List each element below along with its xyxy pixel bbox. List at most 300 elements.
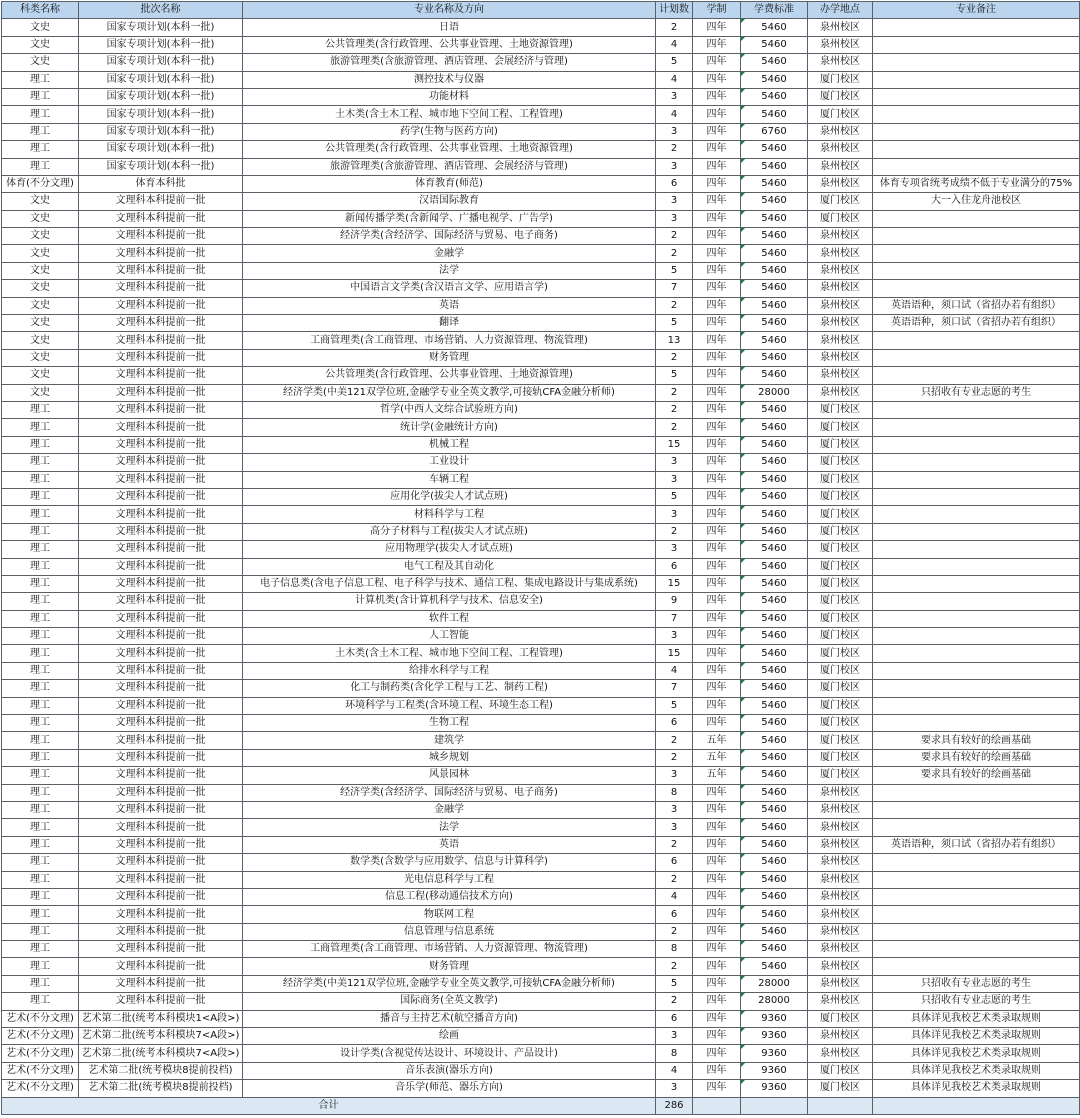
duration-cell: 五年 xyxy=(693,767,741,784)
quota-cell: 2 xyxy=(656,141,693,158)
table-row xyxy=(2,419,1080,436)
batch-cell: 文理科本科提前一批 xyxy=(79,836,243,853)
batch-cell: 文理科本科提前一批 xyxy=(79,801,243,818)
table-row xyxy=(2,210,1080,227)
tuition-cell: 5460 xyxy=(741,401,808,418)
duration-cell: 四年 xyxy=(693,210,741,227)
quota-cell: 2 xyxy=(656,245,693,262)
batch-cell: 艺术第二批(统考本科模块7<A段>) xyxy=(79,1028,243,1045)
category-cell: 理工 xyxy=(2,680,79,697)
remarks-cell xyxy=(873,801,1080,818)
batch-cell: 文理科本科提前一批 xyxy=(79,715,243,732)
quota-cell: 7 xyxy=(656,680,693,697)
tuition-cell: 5460 xyxy=(741,106,808,123)
table-row xyxy=(2,280,1080,297)
campus-cell: 厦门校区 xyxy=(808,732,873,749)
campus-cell: 泉州校区 xyxy=(808,367,873,384)
major-cell: 旅游管理类(含旅游管理、酒店管理、会展经济与管理) xyxy=(243,54,656,71)
campus-cell: 厦门校区 xyxy=(808,523,873,540)
table-row xyxy=(2,193,1080,210)
remarks-cell xyxy=(873,88,1080,105)
quota-cell: 3 xyxy=(656,123,693,140)
quota-cell: 5 xyxy=(656,315,693,332)
category-cell: 文史 xyxy=(2,384,79,401)
tuition-cell: 5460 xyxy=(741,436,808,453)
table-row xyxy=(2,645,1080,662)
category-cell: 艺术(不分文理) xyxy=(2,1045,79,1062)
batch-cell: 文理科本科提前一批 xyxy=(79,454,243,471)
remarks-cell: 具体详见我校艺术类录取规则 xyxy=(873,1010,1080,1027)
batch-cell: 文理科本科提前一批 xyxy=(79,645,243,662)
remarks-cell xyxy=(873,610,1080,627)
table-row xyxy=(2,871,1080,888)
category-cell: 文史 xyxy=(2,332,79,349)
table-row xyxy=(2,36,1080,53)
category-cell: 文史 xyxy=(2,228,79,245)
major-cell: 药学(生物与医药方向) xyxy=(243,123,656,140)
remarks-cell: 要求具有较好的绘画基础 xyxy=(873,767,1080,784)
quota-cell: 4 xyxy=(656,71,693,88)
remarks-cell xyxy=(873,854,1080,871)
batch-cell: 艺术第二批(统考本科模块7<A段>) xyxy=(79,1045,243,1062)
remarks-cell xyxy=(873,245,1080,262)
major-cell: 设计学类(含视觉传达设计、环境设计、产品设计) xyxy=(243,1045,656,1062)
major-cell: 法学 xyxy=(243,262,656,279)
campus-cell: 厦门校区 xyxy=(808,558,873,575)
duration-cell: 四年 xyxy=(693,645,741,662)
category-cell: 理工 xyxy=(2,697,79,714)
duration-cell: 四年 xyxy=(693,715,741,732)
category-cell: 文史 xyxy=(2,245,79,262)
major-cell: 经济学类(中美121双学位班,金融学专业全英文教学,可接轨CFA金融分析师) xyxy=(243,975,656,992)
table-row xyxy=(2,680,1080,697)
batch-cell: 文理科本科提前一批 xyxy=(79,315,243,332)
major-cell: 法学 xyxy=(243,819,656,836)
remarks-cell xyxy=(873,715,1080,732)
major-cell: 统计学(金融统计方向) xyxy=(243,419,656,436)
duration-cell: 四年 xyxy=(693,541,741,558)
category-cell: 理工 xyxy=(2,662,79,679)
batch-cell: 文理科本科提前一批 xyxy=(79,854,243,871)
batch-cell: 文理科本科提前一批 xyxy=(79,436,243,453)
campus-cell: 厦门校区 xyxy=(808,593,873,610)
tuition-cell: 5460 xyxy=(741,575,808,592)
table-row xyxy=(2,836,1080,853)
category-cell: 文史 xyxy=(2,315,79,332)
batch-cell: 文理科本科提前一批 xyxy=(79,749,243,766)
tuition-cell: 28000 xyxy=(741,384,808,401)
table-row xyxy=(2,19,1080,36)
quota-cell: 7 xyxy=(656,610,693,627)
remarks-cell xyxy=(873,523,1080,540)
tuition-cell: 5460 xyxy=(741,297,808,314)
quota-cell: 3 xyxy=(656,210,693,227)
tuition-cell: 5460 xyxy=(741,488,808,505)
category-cell: 文史 xyxy=(2,349,79,366)
duration-cell: 四年 xyxy=(693,941,741,958)
batch-cell: 文理科本科提前一批 xyxy=(79,993,243,1010)
batch-cell: 国家专项计划(本科一批) xyxy=(79,141,243,158)
duration-cell: 四年 xyxy=(693,36,741,53)
tuition-cell: 5460 xyxy=(741,332,808,349)
remarks-cell: 具体详见我校艺术类录取规则 xyxy=(873,1080,1080,1097)
category-cell: 体育(不分文理) xyxy=(2,175,79,192)
major-cell: 功能材料 xyxy=(243,88,656,105)
duration-cell: 四年 xyxy=(693,801,741,818)
quota-cell: 4 xyxy=(656,1062,693,1079)
total-count: 286 xyxy=(656,1097,693,1114)
batch-cell: 文理科本科提前一批 xyxy=(79,471,243,488)
table-row xyxy=(2,349,1080,366)
duration-cell: 四年 xyxy=(693,315,741,332)
duration-cell: 四年 xyxy=(693,88,741,105)
major-cell: 数学类(含数学与应用数学、信息与计算科学) xyxy=(243,854,656,871)
campus-cell: 厦门校区 xyxy=(808,610,873,627)
batch-cell: 国家专项计划(本科一批) xyxy=(79,106,243,123)
campus-cell: 泉州校区 xyxy=(808,975,873,992)
duration-cell: 四年 xyxy=(693,332,741,349)
campus-cell: 泉州校区 xyxy=(808,801,873,818)
batch-cell: 文理科本科提前一批 xyxy=(79,784,243,801)
major-cell: 绘画 xyxy=(243,1028,656,1045)
duration-cell: 四年 xyxy=(693,419,741,436)
tuition-cell: 9360 xyxy=(741,1080,808,1097)
batch-cell: 国家专项计划(本科一批) xyxy=(79,71,243,88)
quota-cell: 13 xyxy=(656,332,693,349)
duration-cell: 四年 xyxy=(693,662,741,679)
remarks-cell xyxy=(873,575,1080,592)
remarks-cell: 只招收有专业志愿的考生 xyxy=(873,975,1080,992)
quota-cell: 3 xyxy=(656,819,693,836)
category-cell: 文史 xyxy=(2,19,79,36)
major-cell: 公共管理类(含行政管理、公共事业管理、土地资源管理) xyxy=(243,141,656,158)
table-row xyxy=(2,610,1080,627)
duration-cell: 四年 xyxy=(693,1062,741,1079)
batch-cell: 国家专项计划(本科一批) xyxy=(79,88,243,105)
major-cell: 城乡规划 xyxy=(243,749,656,766)
batch-cell: 国家专项计划(本科一批) xyxy=(79,19,243,36)
category-cell: 理工 xyxy=(2,506,79,523)
category-cell: 理工 xyxy=(2,123,79,140)
batch-cell: 文理科本科提前一批 xyxy=(79,506,243,523)
quota-cell: 6 xyxy=(656,854,693,871)
remarks-cell xyxy=(873,280,1080,297)
campus-cell: 泉州校区 xyxy=(808,941,873,958)
batch-cell: 文理科本科提前一批 xyxy=(79,923,243,940)
remarks-cell: 英语语种，须口试（省招办若有组织） xyxy=(873,836,1080,853)
campus-cell: 厦门校区 xyxy=(808,680,873,697)
tuition-cell: 5460 xyxy=(741,732,808,749)
major-cell: 风景园林 xyxy=(243,767,656,784)
batch-cell: 国家专项计划(本科一批) xyxy=(79,123,243,140)
quota-cell: 8 xyxy=(656,784,693,801)
table-row xyxy=(2,123,1080,140)
category-cell: 理工 xyxy=(2,645,79,662)
category-cell: 文史 xyxy=(2,297,79,314)
remarks-cell: 具体详见我校艺术类录取规则 xyxy=(873,1045,1080,1062)
table-row xyxy=(2,697,1080,714)
campus-cell: 厦门校区 xyxy=(808,71,873,88)
major-cell: 播音与主持艺术(航空播音方向) xyxy=(243,1010,656,1027)
major-cell: 人工智能 xyxy=(243,628,656,645)
remarks-cell xyxy=(873,645,1080,662)
major-cell: 新闻传播学类(含新闻学、广播电视学、广告学) xyxy=(243,210,656,227)
category-cell: 理工 xyxy=(2,784,79,801)
duration-cell: 四年 xyxy=(693,854,741,871)
total-empty xyxy=(873,1097,1080,1114)
campus-cell: 泉州校区 xyxy=(808,871,873,888)
remarks-cell: 只招收有专业志愿的考生 xyxy=(873,993,1080,1010)
campus-cell: 厦门校区 xyxy=(808,575,873,592)
tuition-cell: 5460 xyxy=(741,228,808,245)
remarks-cell xyxy=(873,454,1080,471)
quota-cell: 5 xyxy=(656,975,693,992)
table-row xyxy=(2,106,1080,123)
table-row xyxy=(2,245,1080,262)
category-cell: 理工 xyxy=(2,941,79,958)
major-cell: 英语 xyxy=(243,297,656,314)
major-cell: 工业设计 xyxy=(243,454,656,471)
tuition-cell: 5460 xyxy=(741,680,808,697)
tuition-cell: 9360 xyxy=(741,1028,808,1045)
table-row xyxy=(2,941,1080,958)
campus-cell: 泉州校区 xyxy=(808,1045,873,1062)
tuition-cell: 5460 xyxy=(741,454,808,471)
category-cell: 理工 xyxy=(2,523,79,540)
duration-cell: 四年 xyxy=(693,975,741,992)
campus-cell: 厦门校区 xyxy=(808,193,873,210)
category-cell: 文史 xyxy=(2,280,79,297)
remarks-cell xyxy=(873,819,1080,836)
campus-cell: 厦门校区 xyxy=(808,488,873,505)
table-row xyxy=(2,506,1080,523)
batch-cell: 文理科本科提前一批 xyxy=(79,610,243,627)
batch-cell: 文理科本科提前一批 xyxy=(79,384,243,401)
major-cell: 光电信息科学与工程 xyxy=(243,871,656,888)
tuition-cell: 5460 xyxy=(741,941,808,958)
duration-cell: 四年 xyxy=(693,523,741,540)
major-cell: 日语 xyxy=(243,19,656,36)
category-cell: 理工 xyxy=(2,436,79,453)
tuition-cell: 5460 xyxy=(741,419,808,436)
remarks-cell xyxy=(873,541,1080,558)
batch-cell: 文理科本科提前一批 xyxy=(79,419,243,436)
tuition-cell: 5460 xyxy=(741,541,808,558)
remarks-cell xyxy=(873,871,1080,888)
quota-cell: 8 xyxy=(656,941,693,958)
quota-cell: 6 xyxy=(656,558,693,575)
batch-cell: 文理科本科提前一批 xyxy=(79,558,243,575)
quota-cell: 4 xyxy=(656,662,693,679)
campus-cell: 泉州校区 xyxy=(808,297,873,314)
duration-cell: 四年 xyxy=(693,506,741,523)
category-cell: 文史 xyxy=(2,36,79,53)
tuition-cell: 5460 xyxy=(741,523,808,540)
remarks-cell xyxy=(873,19,1080,36)
major-cell: 体育教育(师范) xyxy=(243,175,656,192)
tuition-cell: 5460 xyxy=(741,349,808,366)
major-cell: 生物工程 xyxy=(243,715,656,732)
quota-cell: 2 xyxy=(656,401,693,418)
quota-cell: 6 xyxy=(656,175,693,192)
duration-cell: 四年 xyxy=(693,471,741,488)
major-cell: 国际商务(全英文教学) xyxy=(243,993,656,1010)
header-duration: 学制 xyxy=(693,2,741,19)
category-cell: 文史 xyxy=(2,262,79,279)
tuition-cell: 5460 xyxy=(741,767,808,784)
major-cell: 经济学类(含经济学、国际经济与贸易、电子商务) xyxy=(243,228,656,245)
campus-cell: 厦门校区 xyxy=(808,106,873,123)
duration-cell: 四年 xyxy=(693,1045,741,1062)
quota-cell: 3 xyxy=(656,1080,693,1097)
remarks-cell: 英语语种，须口试（省招办若有组织） xyxy=(873,315,1080,332)
duration-cell: 四年 xyxy=(693,888,741,905)
major-cell: 车辆工程 xyxy=(243,471,656,488)
quota-cell: 4 xyxy=(656,36,693,53)
major-cell: 计算机类(含计算机科学与技术、信息安全) xyxy=(243,593,656,610)
campus-cell: 厦门校区 xyxy=(808,401,873,418)
batch-cell: 文理科本科提前一批 xyxy=(79,819,243,836)
batch-cell: 文理科本科提前一批 xyxy=(79,488,243,505)
quota-cell: 2 xyxy=(656,871,693,888)
quota-cell: 3 xyxy=(656,628,693,645)
major-cell: 物联网工程 xyxy=(243,906,656,923)
quota-cell: 15 xyxy=(656,645,693,662)
remarks-cell: 英语语种，须口试（省招办若有组织） xyxy=(873,297,1080,314)
batch-cell: 国家专项计划(本科一批) xyxy=(79,158,243,175)
table-row xyxy=(2,454,1080,471)
quota-cell: 3 xyxy=(656,506,693,523)
table-row xyxy=(2,141,1080,158)
category-cell: 理工 xyxy=(2,541,79,558)
table-row xyxy=(2,593,1080,610)
quota-cell: 3 xyxy=(656,88,693,105)
major-cell: 财务管理 xyxy=(243,958,656,975)
batch-cell: 文理科本科提前一批 xyxy=(79,575,243,592)
category-cell: 艺术(不分文理) xyxy=(2,1010,79,1027)
table-row xyxy=(2,888,1080,905)
quota-cell: 6 xyxy=(656,1010,693,1027)
table-row xyxy=(2,1080,1080,1097)
duration-cell: 四年 xyxy=(693,784,741,801)
batch-cell: 文理科本科提前一批 xyxy=(79,332,243,349)
table-row xyxy=(2,262,1080,279)
remarks-cell xyxy=(873,906,1080,923)
tuition-cell: 5460 xyxy=(741,175,808,192)
category-cell: 理工 xyxy=(2,975,79,992)
table-row xyxy=(2,662,1080,679)
quota-cell: 3 xyxy=(656,1028,693,1045)
table-row xyxy=(2,315,1080,332)
header-batch: 批次名称 xyxy=(79,2,243,19)
quota-cell: 3 xyxy=(656,767,693,784)
campus-cell: 泉州校区 xyxy=(808,228,873,245)
tuition-cell: 5460 xyxy=(741,210,808,227)
remarks-cell xyxy=(873,593,1080,610)
batch-cell: 艺术第二批(统考模块8提前投档) xyxy=(79,1062,243,1079)
duration-cell: 四年 xyxy=(693,575,741,592)
table-row xyxy=(2,71,1080,88)
duration-cell: 四年 xyxy=(693,71,741,88)
tuition-cell: 5460 xyxy=(741,958,808,975)
category-cell: 理工 xyxy=(2,854,79,871)
table-row xyxy=(2,628,1080,645)
major-cell: 音乐学(师范、器乐方向) xyxy=(243,1080,656,1097)
category-cell: 理工 xyxy=(2,732,79,749)
quota-cell: 5 xyxy=(656,697,693,714)
duration-cell: 四年 xyxy=(693,123,741,140)
campus-cell: 泉州校区 xyxy=(808,175,873,192)
tuition-cell: 5460 xyxy=(741,141,808,158)
duration-cell: 四年 xyxy=(693,158,741,175)
remarks-cell: 具体详见我校艺术类录取规则 xyxy=(873,1062,1080,1079)
major-cell: 给排水科学与工程 xyxy=(243,662,656,679)
remarks-cell xyxy=(873,923,1080,940)
quota-cell: 3 xyxy=(656,541,693,558)
duration-cell: 四年 xyxy=(693,280,741,297)
batch-cell: 文理科本科提前一批 xyxy=(79,871,243,888)
remarks-cell: 大一入住龙舟池校区 xyxy=(873,193,1080,210)
quota-cell: 5 xyxy=(656,262,693,279)
quota-cell: 4 xyxy=(656,888,693,905)
major-cell: 信息管理与信息系统 xyxy=(243,923,656,940)
remarks-cell xyxy=(873,158,1080,175)
category-cell: 文史 xyxy=(2,367,79,384)
major-cell: 电气工程及其自动化 xyxy=(243,558,656,575)
campus-cell: 泉州校区 xyxy=(808,19,873,36)
batch-cell: 文理科本科提前一批 xyxy=(79,941,243,958)
quota-cell: 2 xyxy=(656,19,693,36)
table-row xyxy=(2,401,1080,418)
duration-cell: 四年 xyxy=(693,401,741,418)
quota-cell: 2 xyxy=(656,349,693,366)
tuition-cell: 5460 xyxy=(741,471,808,488)
header-remarks: 专业备注 xyxy=(873,2,1080,19)
remarks-cell xyxy=(873,680,1080,697)
category-cell: 理工 xyxy=(2,871,79,888)
quota-cell: 2 xyxy=(656,523,693,540)
campus-cell: 泉州校区 xyxy=(808,1028,873,1045)
campus-cell: 厦门校区 xyxy=(808,715,873,732)
major-cell: 应用物理学(拔尖人才试点班) xyxy=(243,541,656,558)
table-row xyxy=(2,367,1080,384)
table-row xyxy=(2,1010,1080,1027)
table-row xyxy=(2,854,1080,871)
major-cell: 化工与制药类(含化学工程与工艺、制药工程) xyxy=(243,680,656,697)
major-cell: 旅游管理类(含旅游管理、酒店管理、会展经济与管理) xyxy=(243,158,656,175)
category-cell: 文史 xyxy=(2,193,79,210)
tuition-cell: 5460 xyxy=(741,888,808,905)
major-cell: 高分子材料与工程(拔尖人才试点班) xyxy=(243,523,656,540)
duration-cell: 四年 xyxy=(693,245,741,262)
category-cell: 艺术(不分文理) xyxy=(2,1080,79,1097)
tuition-cell: 5460 xyxy=(741,71,808,88)
batch-cell: 文理科本科提前一批 xyxy=(79,628,243,645)
quota-cell: 15 xyxy=(656,575,693,592)
remarks-cell xyxy=(873,558,1080,575)
admission-plan-table xyxy=(1,1,1080,1115)
batch-cell: 文理科本科提前一批 xyxy=(79,401,243,418)
table-row xyxy=(2,384,1080,401)
tuition-cell: 5460 xyxy=(741,697,808,714)
category-cell: 理工 xyxy=(2,401,79,418)
major-cell: 建筑学 xyxy=(243,732,656,749)
major-cell: 软件工程 xyxy=(243,610,656,627)
tuition-cell: 28000 xyxy=(741,993,808,1010)
duration-cell: 四年 xyxy=(693,349,741,366)
table-row xyxy=(2,906,1080,923)
remarks-cell: 要求具有较好的绘画基础 xyxy=(873,732,1080,749)
